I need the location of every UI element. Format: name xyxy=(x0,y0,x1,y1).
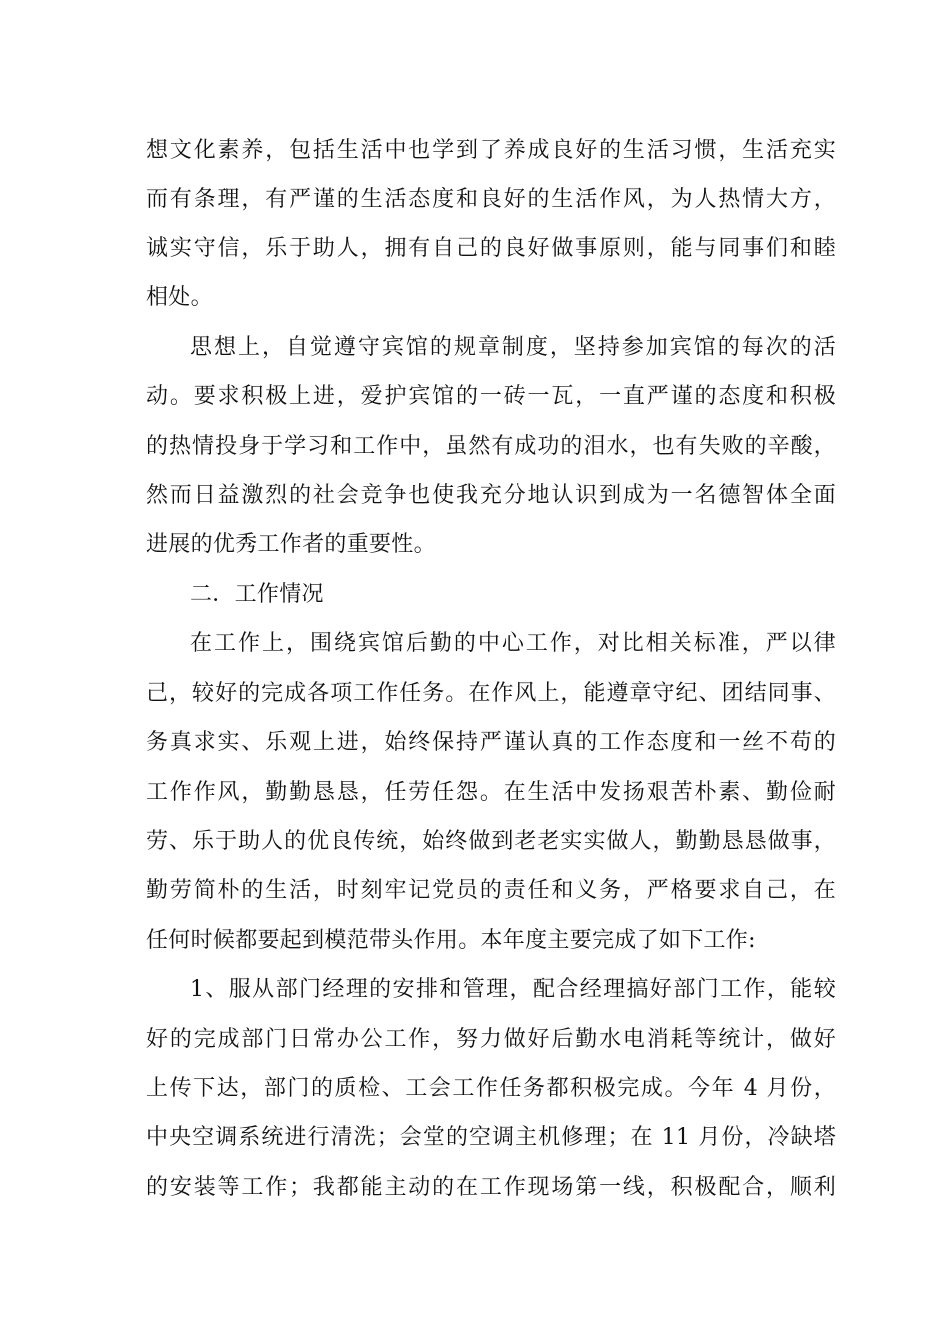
text-line: 进展的优秀工作者的重要性。 xyxy=(146,532,436,557)
paragraph-first-line: 1、服从部门经理的安排和管理，配合经理搞好部门工作，能较 xyxy=(190,977,836,1002)
text-line: 想文化素养，包括生活中也学到了养成良好的生活习惯，生活充实 xyxy=(146,138,836,163)
text-line: 诚实守信，乐于助人，拥有自己的良好做事原则，能与同事们和睦 xyxy=(146,236,836,261)
text-line: 然而日益激烈的社会竞争也使我充分地认识到成为一名德智体全面 xyxy=(146,483,836,508)
paragraph-first-line: 思想上，自觉遵守宾馆的规章制度，坚持参加宾馆的每次的活 xyxy=(190,335,836,360)
text-line: 上传下达，部门的质检、工会工作任务都积极完成。今年 4 月份， xyxy=(146,1076,836,1101)
text-line: 的热情投身于学习和工作中，虽然有成功的泪水，也有失败的辛酸， xyxy=(146,434,836,459)
text-line: 己，较好的完成各项工作任务。在作风上，能遵章守纪、团结同事、 xyxy=(146,681,836,706)
text-line: 务真求实、乐观上进，始终保持严谨认真的工作态度和一丝不苟的 xyxy=(146,730,836,755)
section-heading: 二．工作情况 xyxy=(190,582,324,607)
text-line: 勤劳简朴的生活，时刻牢记党员的责任和义务，严格要求自己，在 xyxy=(146,878,836,903)
text-line: 任何时候都要起到模范带头作用。本年度主要完成了如下工作: xyxy=(146,928,756,953)
text-line: 好的完成部门日常办公工作，努力做好后勤水电消耗等统计，做好 xyxy=(146,1027,836,1052)
text-line: 的安装等工作；我都能主动的在工作现场第一线，积极配合，顺利 xyxy=(146,1175,836,1200)
text-line: 相处。 xyxy=(146,285,213,310)
paragraph-first-line: 在工作上，围绕宾馆后勤的中心工作，对比相关标准，严以律 xyxy=(190,631,836,656)
text-line: 而有条理，有严谨的生活态度和良好的生活作风，为人热情大方， xyxy=(146,187,836,212)
text-line: 工作作风，勤勤恳恳，任劳任怨。在生活中发扬艰苦朴素、勤俭耐 xyxy=(146,780,836,805)
text-line: 劳、乐于助人的优良传统，始终做到老老实实做人，勤勤恳恳做事， xyxy=(146,829,836,854)
text-line: 中央空调系统进行清洗；会堂的空调主机修理；在 11 月份，冷缺塔 xyxy=(146,1125,836,1150)
text-line: 动。要求积极上进，爱护宾馆的一砖一瓦，一直严谨的态度和积极 xyxy=(146,384,836,409)
